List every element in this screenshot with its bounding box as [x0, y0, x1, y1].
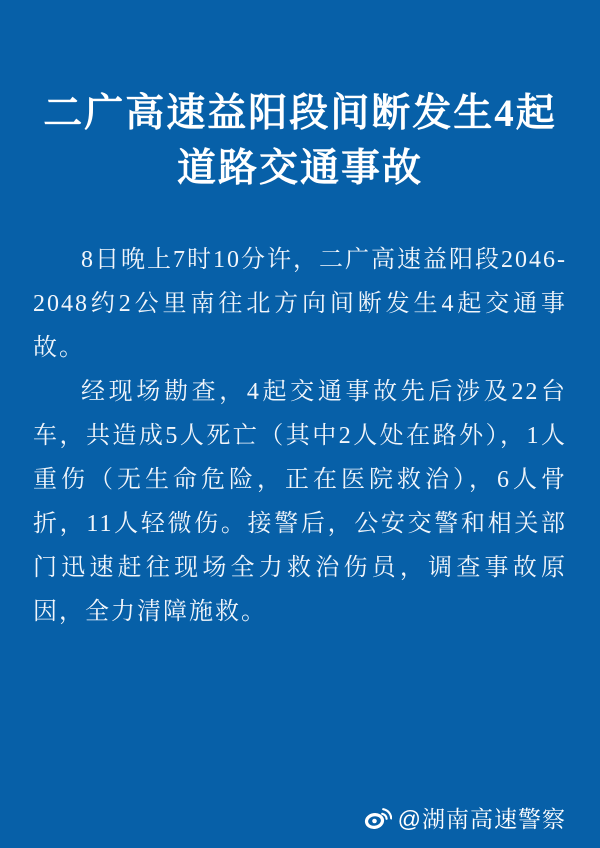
weibo-credit-label: @湖南高速警察 [397, 806, 566, 832]
weibo-icon [364, 806, 392, 830]
weibo-credit [364, 801, 566, 834]
body-paragraph: 8日晚上7时10分许，二广高速益阳段2046-2048约2公里南往北方向间断发生4起交通事故。 [33, 247, 567, 361]
poster-title-line2: 道路交通事故 [176, 147, 423, 190]
poster-body [33, 238, 567, 634]
body-paragraph: 经现场勘查，4起交通事故先后涉及22台车，共造成5人死亡（其中2人处在路外），1人重伤（无生命危险，正在医院救治），6人骨折，11人轻微伤。接警后，公安交警和相关部门迅速赶往现场全力救治伤员，调查事故原因，全力清障施救。 [33, 379, 567, 625]
poster-title-line1: 二广高速益阳段间断发生4起 [43, 92, 557, 135]
poster-title [0, 86, 600, 196]
